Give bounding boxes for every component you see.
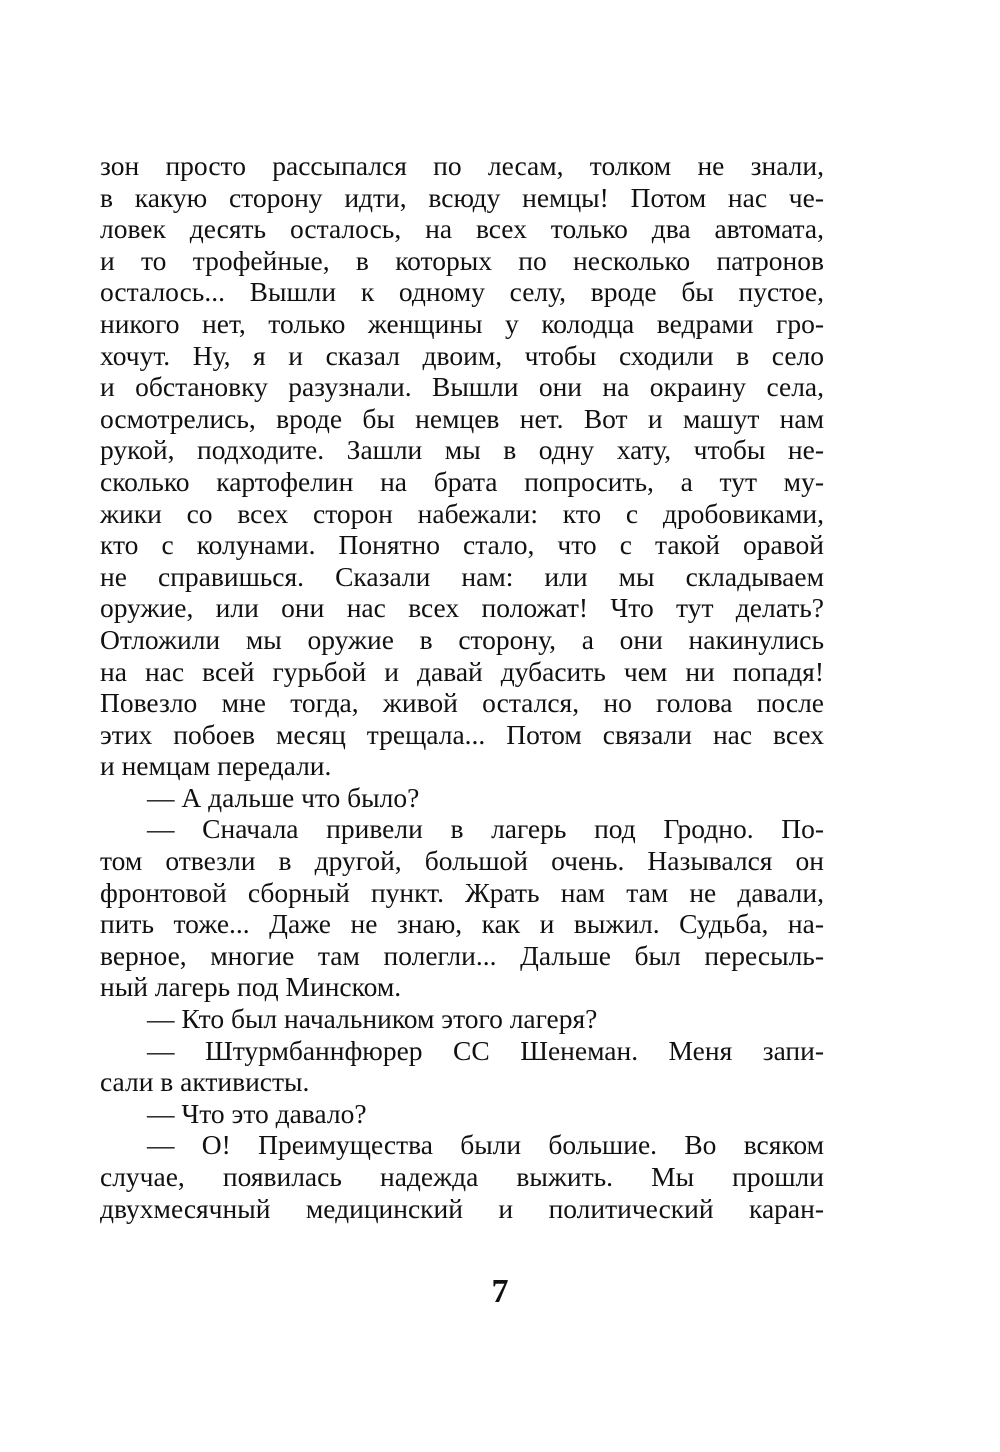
text-line: — Штурмбаннфюрер СС Шенеман. Меня запи- [147,1034,824,1066]
text-line: — Сначала привели в лагерь под Гродно. По- [147,813,824,845]
text-line: Отложили мы оружие в сторону, а они накинулись [100,623,824,655]
text-line: сали в активисты. [100,1066,310,1098]
text-line: рукой, подходите. Зашли мы в одну хату, чтобы не- [100,434,824,466]
text-line: верное, многие там полегли... Дальше был пересыль- [100,939,824,971]
text-line: и обстановку разузнали. Вышли они на окраину села, [100,371,824,403]
page-number: 7 [491,1273,509,1310]
text-line: кто с колунами. Понятно стало, что с такой оравой [100,529,824,561]
text-line: на нас всей гурьбой и давай дубасить чем ни попадя! [100,655,824,687]
text-line: хочут. Ну, я и сказал двоим, чтобы сходили в село [100,339,824,371]
text-line: — А дальше что было? [147,781,420,813]
text-line: ный лагерь под Минском. [100,971,402,1003]
text-line: фронтовой сборный пункт. Жрать нам там не давали, [100,876,824,908]
text-line: — Что это давало? [147,1097,367,1129]
text-line: двухмесячный медицинский и политический каран- [100,1192,824,1224]
text-line: и немцам передали. [100,750,332,782]
text-line: пить тоже... Даже не знаю, как и выжил. Судьба, на- [100,908,824,940]
text-line: случае, появилась надежда выжить. Мы прошли [100,1161,824,1192]
text-line: этих побоев месяц трещала... Потом связали нас всех [100,718,824,750]
text-line: — Кто был начальником этого лагеря? [147,1003,598,1035]
text-line: осталось... Вышли к одному селу, вроде бы пустое, [100,276,824,308]
text-line: том отвезли в другой, большой очень. Назывался он [100,845,824,877]
text-line: — О! Преимущества были большие. Во всяком [147,1129,824,1161]
text-line: сколько картофелин на брата попросить, а тут му- [100,465,824,497]
text-line: и то трофейные, в которых по несколько патронов [100,244,824,276]
text-line: осмотрелись, вроде бы немцев нет. Вот и машут нам [100,402,824,434]
text-line: жики со всех сторон набежали: кто с дробовиками, [100,497,824,529]
text-line: зон просто рассыпался по лесам, толком не знали, [100,150,824,181]
text-line: Повезло мне тогда, живой остался, но голова после [100,687,824,719]
text-line: оружие, или они нас всех положат! Что тут делать? [100,592,824,624]
text-line: никого нет, только женщины у колодца ведрами гро- [100,307,824,339]
body-text [100,150,824,1224]
text-line: не справишься. Сказали нам: или мы складываем [100,560,824,592]
text-line: ловек десять осталось, на всех только два автомата, [100,213,824,245]
text-line: в какую сторону идти, всюду немцы! Потом нас че- [100,181,824,213]
